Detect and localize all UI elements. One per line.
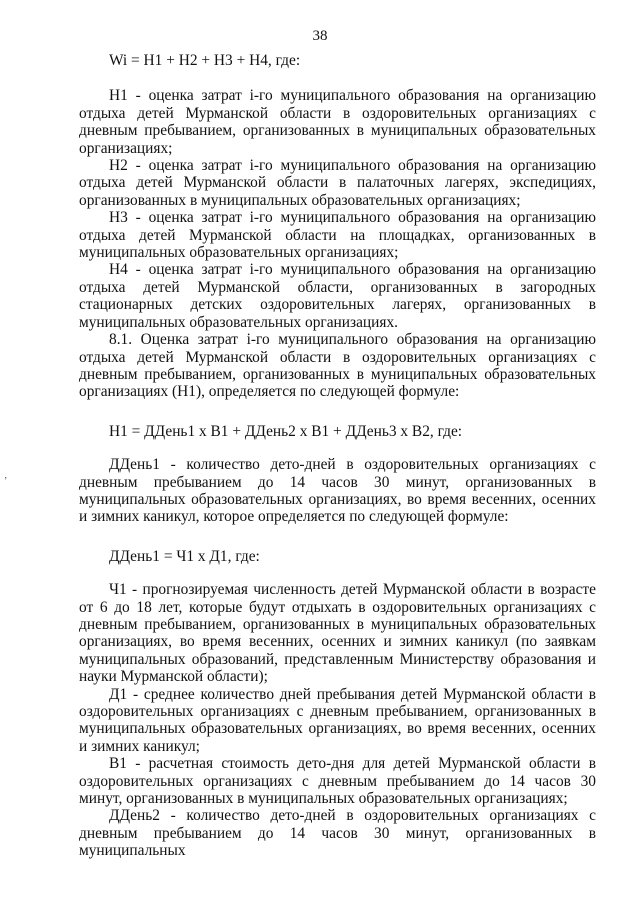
- formula-h1: H1 = ДДень1 x B1 + ДДень2 x B1 + ДДень3 x B2, где:: [109, 422, 463, 440]
- formula-wi: Wi = H1 + H2 + H3 + H4, где:: [109, 52, 301, 69]
- paragraph-dden1: ДДень1 - количество дето-дней в оздоровительных организациях с дневным пребыванием до 14 часов 30 минут, организованных в муниципальных образовательных организациях, во время весенних, осенних и зимних каникул, которое определяется по следующей формуле:: [79, 456, 596, 526]
- paragraph-8-1: 8.1. Оценка затрат i-го муниципального образования на организацию отдыха детей Мурманской области в оздоровительных организациях с дневным пребыванием, организованных в муниципальных образовательных организациях (H1), определяется по следующей формуле:: [79, 331, 596, 401]
- paragraph-h3: H3 - оценка затрат i-го муниципального образования на организацию отдыха детей Мурманской области на площадках, организованных в муниципальных образовательных организациях;: [79, 209, 596, 262]
- formula-dden1: ДДень1 = Ч1 x Д1, где:: [109, 547, 260, 565]
- margin-mark: ’: [4, 476, 8, 487]
- paragraph-ch1: Ч1 - прогнозируемая численность детей Мурманской области в возрасте от 6 до 18 лет, которые будут отдыхать в оздоровительных организациях с дневным пребыванием, организованных в муниципальных образовательных организациях, во время весенних, осенних и зимних каникул (по заявкам муниципальных образований, представленным Министерству образования и науки Мурманской области);: [79, 581, 596, 686]
- paragraph-dden2: ДДень2 - количество дето-дней в оздоровительных организациях с дневным пребыванием до 14 часов 30 минут, организованных в муниципальных: [79, 807, 596, 860]
- paragraph-h1: H1 - оценка затрат i-го муниципального образования на организацию отдыха детей Мурманской области в оздоровительных организациях с дневным пребыванием, организованных в муниципальных образовательных организациях;: [79, 87, 596, 157]
- document-body: [79, 52, 596, 860]
- paragraph-h2: H2 - оценка затрат i-го муниципального образования на организацию отдыха детей Мурманской области в палаточных лагерях, экспедициях, организованных в муниципальных образовательных организациях;: [79, 157, 596, 209]
- page-number: 38: [312, 28, 328, 44]
- paragraph-b1: B1 - расчетная стоимость дето-дня для детей Мурманской области в оздоровительных организациях с дневным пребыванием до 14 часов 30 минут, организованных в муниципальных образовательных организациях;: [79, 755, 596, 808]
- paragraph-d1: Д1 - среднее количество дней пребывания детей Мурманской области в оздоровительных организациях с дневным пребыванием, организованных в муниципальных образовательных организациях, во время весенних, осенних и зимних каникул;: [79, 685, 596, 755]
- paragraph-h4: H4 - оценка затрат i-го муниципального образования на организацию отдыха детей Мурманской области, организованных в загородных стационарных детских оздоровительных лагерях, организованных в муниципальных образовательных организациях.: [79, 261, 596, 331]
